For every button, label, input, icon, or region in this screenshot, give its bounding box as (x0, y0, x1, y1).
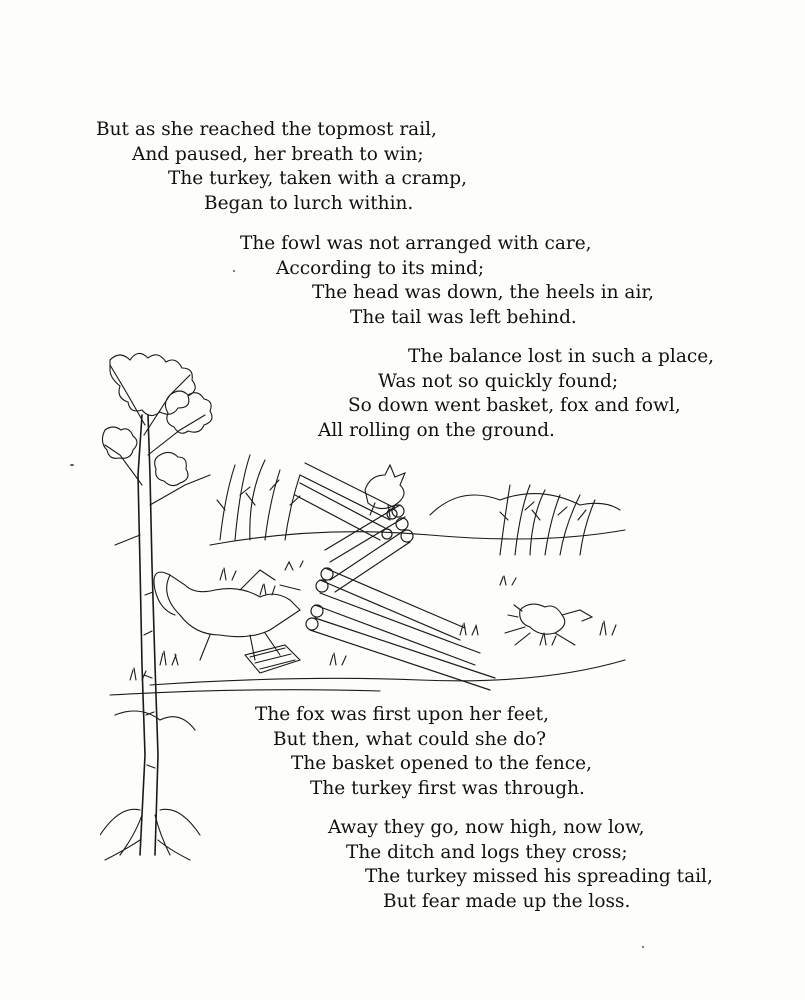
verse-line: Was not so quickly found; (378, 370, 619, 392)
verse-line: Began to lurch within. (204, 192, 414, 214)
verse-line: All rolling on the ground. (318, 419, 555, 441)
verse-line: The fox was first upon her feet, (255, 704, 549, 725)
verse-line: And paused, her breath to win; (132, 143, 424, 165)
verse-line: So down went basket, fox and fowl, (348, 395, 681, 416)
bush-left (217, 455, 300, 540)
grass-tufts (130, 568, 616, 680)
verse-line: The tail was left behind. (350, 306, 577, 328)
verse-line: The head was down, the heels in air, (312, 282, 655, 303)
verse-line: But as she reached the topmost rail, (96, 119, 437, 140)
stanza-5 (328, 816, 713, 914)
verse-line: But fear made up the loss. (383, 890, 631, 912)
fox-on-fence (365, 465, 405, 517)
verse-line: The turkey, taken with a cramp, (168, 168, 467, 189)
stanza-2 (240, 232, 654, 330)
stanza-1 (96, 118, 467, 216)
verse-line: Away they go, now high, now low, (328, 817, 645, 838)
verse-line: According to its mind; (276, 257, 485, 279)
verse-line: The turkey missed his spreading tail, (365, 866, 713, 887)
ink-speck (642, 946, 644, 948)
ink-speck (70, 464, 74, 466)
verse-line: The turkey first was through. (310, 777, 585, 799)
verse-line: The fowl was not arranged with care, (240, 233, 592, 254)
verse-line: The ditch and logs they cross; (346, 841, 628, 863)
bush-right (430, 485, 620, 555)
turkey (505, 604, 592, 645)
verse-line: The basket opened to the fence, (291, 753, 592, 774)
stanza-4 (255, 703, 592, 801)
verse-line: The balance lost in such a place, (408, 346, 715, 367)
verse-line: But then, what could she do? (273, 728, 547, 750)
ink-speck (233, 270, 235, 272)
log-fence (295, 463, 495, 690)
fox-running (154, 561, 303, 660)
tree (100, 353, 212, 860)
